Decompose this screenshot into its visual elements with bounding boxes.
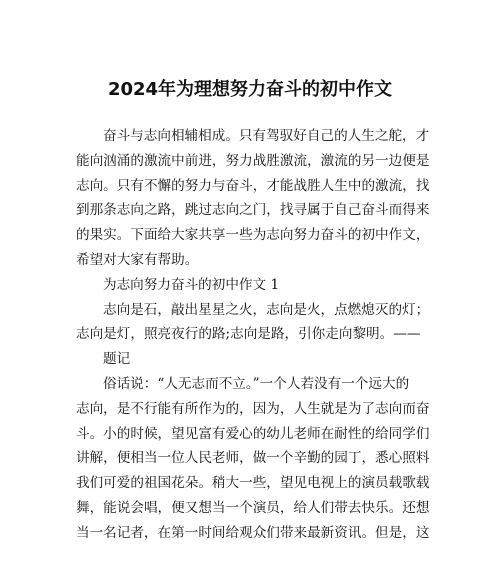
paragraph-line: 当一名记者，在第一时间给观众们带来最新资讯。但是，这: [76, 524, 430, 541]
paragraph-line: 志向，是不行能有所作为的，因为，人生就是为了志向而奋: [76, 400, 430, 417]
paragraph-line: 到那条志向之路，跳过志向之门，找寻属于自己奋斗而得来: [76, 202, 430, 219]
paragraph-line: 志向。只有不懈的努力与奋斗，才能战胜人生中的激流，找: [76, 177, 430, 194]
paragraph-line: 能向汹涌的激流中前进，努力战胜激流，激流的另一边便是: [76, 152, 430, 169]
paragraph-line: 讲解，便相当一位人民老师，做一个辛勤的园丁，悉心照料: [76, 450, 430, 467]
paragraph-line: 俗话说：“人无志而不立。”一个人若没有一个远大的: [103, 375, 410, 392]
document-title: 2024年为理想努力奋斗的初中作文: [107, 79, 393, 100]
paragraph-line: 奋斗与志向相辅相成。只有驾驭好自己的人生之舵，才: [103, 128, 430, 144]
paragraph-line: 希望对大家有帮助。: [76, 251, 199, 268]
paragraph-line: 斗。小的时候，望见富有爱心的幼儿老师在耐性的给同学们: [76, 425, 430, 442]
paragraph-line: 舞，能说会唱，便又想当一个演员，给人们带去快乐。还想: [76, 499, 430, 516]
section-heading: 为志向努力奋斗的初中作文 1: [103, 276, 280, 293]
paragraph-line: 题记: [103, 351, 131, 368]
paragraph-line: 我们可爱的祖国花朵。稍大一些，望见电视上的演员载歌载: [76, 475, 430, 492]
paragraph-line: 的果实。下面给大家共享一些为志向努力奋斗的初中作文，: [76, 227, 430, 244]
paragraph-line: 志向是灯，照亮夜行的路;志向是路，引你走向黎明。——: [76, 326, 421, 343]
document-body: [76, 124, 436, 546]
paragraph-line: 志向是石，敲出星星之火，志向是火，点燃熄灭的灯；: [103, 301, 430, 318]
